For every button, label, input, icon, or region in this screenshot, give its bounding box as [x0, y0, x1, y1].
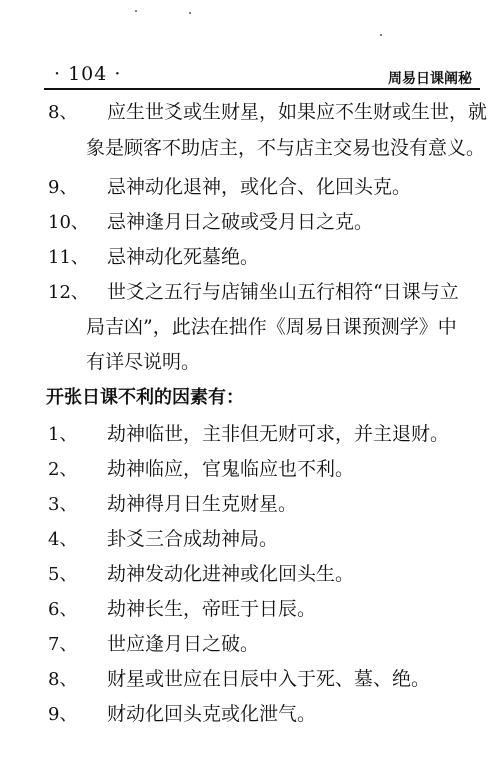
item-number: 12、	[48, 282, 89, 303]
item-number: 9、	[48, 177, 78, 198]
scan-speck	[135, 10, 137, 12]
item-text-line: 劫神临应，官鬼临应也不利。	[107, 458, 355, 480]
scan-speck	[189, 12, 191, 14]
item-number: 9、	[48, 704, 78, 725]
item-text-line: 劫神临世，主非但无财可求，并主退财。	[107, 423, 450, 445]
item-text-line: 应生世爻或生财星，如果应不生财或生世，就	[107, 101, 488, 123]
item-text-line: 劫神得月日生克财星。	[107, 493, 298, 515]
item-text-line: 有详尽说明。	[86, 351, 201, 373]
item-number: 8、	[48, 669, 78, 690]
item-text-line: 忌神动化退神，或化合、化回头克。	[107, 176, 412, 198]
item-text-line: 忌神逢月日之破或受月日之克。	[107, 211, 374, 233]
item-number: 5、	[48, 564, 78, 585]
item-number: 3、	[48, 494, 78, 515]
section-heading: 开张日课不利的因素有：	[46, 387, 244, 408]
item-text-line: 卦爻三合成劫神局。	[107, 528, 279, 550]
item-number: 1、	[48, 424, 78, 445]
item-number: 11、	[48, 247, 89, 268]
item-text-line: 象是顾客不助店主，不与店主交易也没有意义。	[86, 137, 486, 159]
item-text-line: 财星或世应在日辰中入于死、墓、绝。	[107, 668, 431, 690]
item-number: 7、	[48, 634, 78, 655]
scan-speck	[380, 34, 382, 36]
item-number: 6、	[48, 599, 78, 620]
item-text-line: 劫神长生，帝旺于日辰。	[107, 598, 317, 620]
item-text-line: 劫神发动化进神或化回头生。	[107, 563, 355, 585]
item-text-line: 世爻之五行与店铺坐山五行相符“日课与立	[107, 281, 459, 303]
item-text-line: 财动化回头克或化泄气。	[107, 703, 317, 725]
item-text-line: 忌神动化死墓绝。	[107, 246, 260, 268]
item-number: 4、	[48, 529, 78, 550]
running-title: 周易日课阐秘	[388, 71, 472, 87]
page-number: · 104 ·	[54, 63, 122, 85]
item-number: 10、	[48, 212, 89, 233]
item-number: 8、	[48, 102, 78, 123]
item-number: 2、	[48, 459, 78, 480]
item-text-line: 局吉凶”，此法在拙作《周易日课预测学》中	[86, 316, 457, 338]
header-rule	[44, 88, 480, 90]
item-text-line: 世应逢月日之破。	[107, 633, 260, 655]
